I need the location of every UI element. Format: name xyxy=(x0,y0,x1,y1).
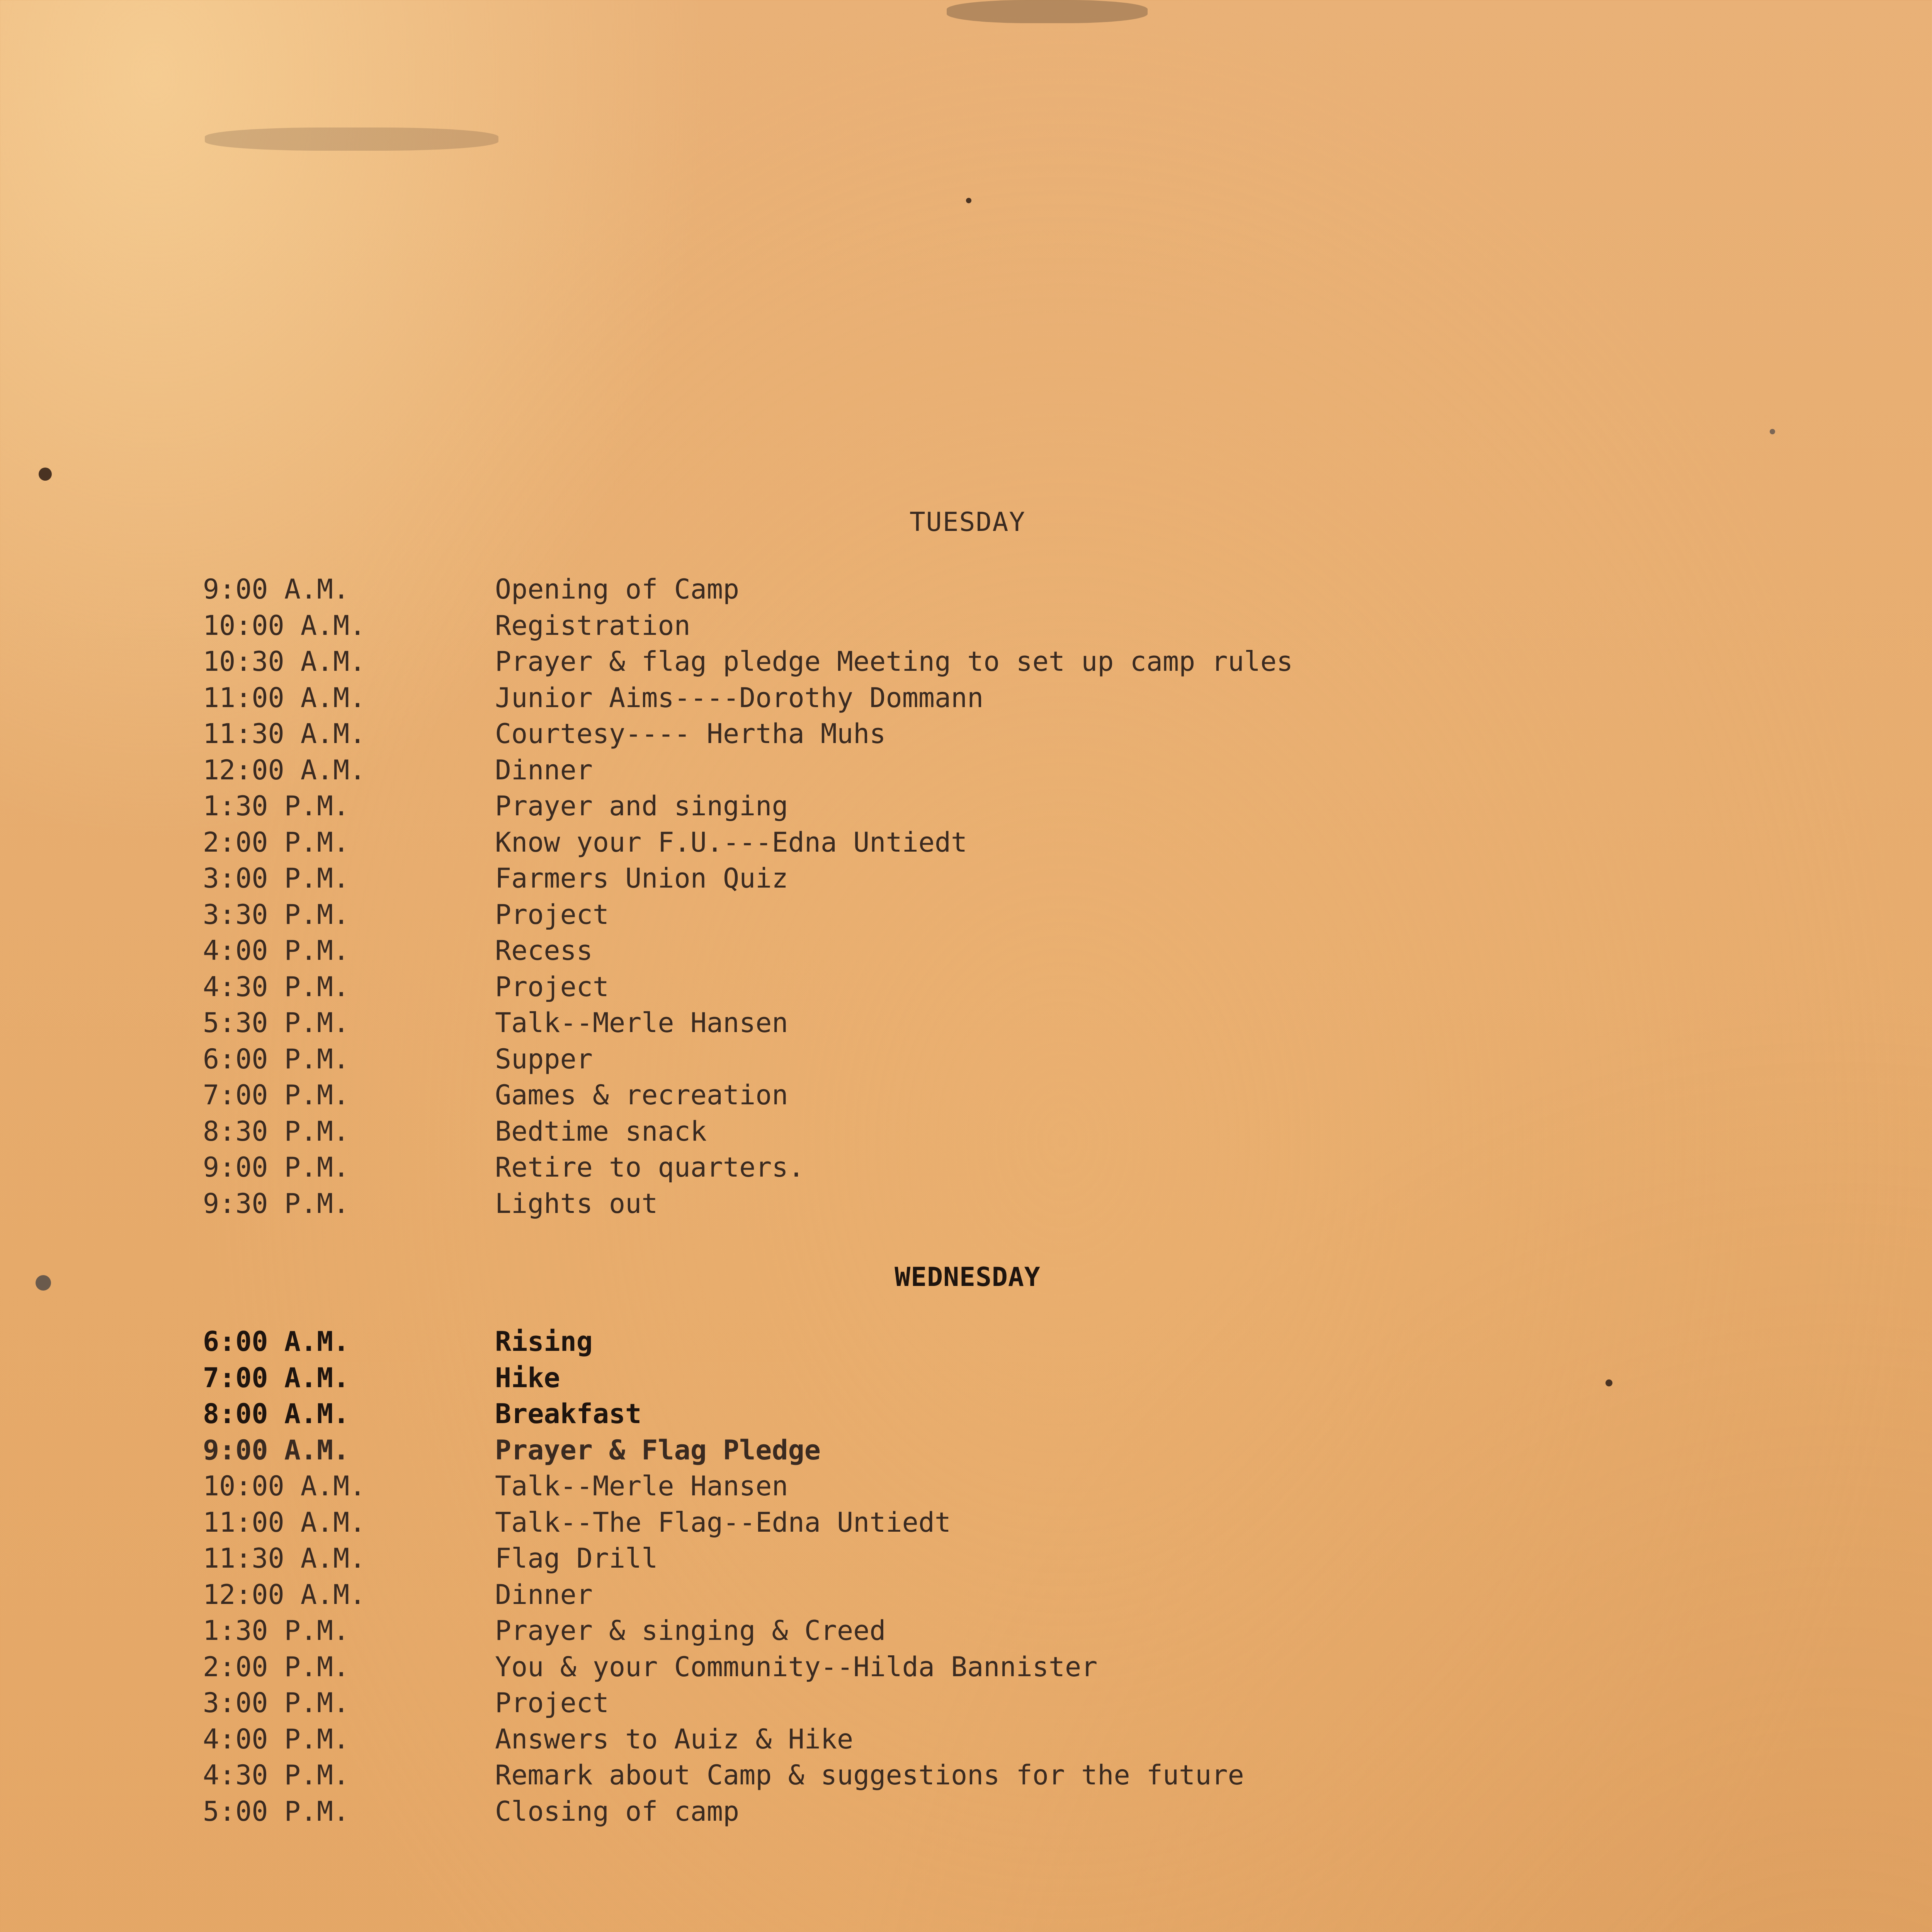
schedule-time: 9:00 P.M. xyxy=(203,1151,350,1183)
schedule-time: 7:00 A.M. xyxy=(203,1362,350,1394)
paper-speck xyxy=(1770,429,1775,434)
schedule-event: Breakfast xyxy=(495,1398,642,1430)
schedule-time: 5:00 P.M. xyxy=(203,1795,350,1827)
schedule-time: 9:30 P.M. xyxy=(203,1187,350,1219)
tuesday-schedule xyxy=(203,573,1555,1226)
schedule-event: Rising xyxy=(495,1326,593,1357)
schedule-time: 8:00 A.M. xyxy=(203,1398,350,1430)
schedule-event: Prayer & singing & Creed xyxy=(495,1615,886,1646)
top-edge-smudge xyxy=(947,0,1148,23)
schedule-event: Talk--The Flag--Edna Untiedt xyxy=(495,1506,951,1538)
schedule-event: Prayer & Flag Pledge xyxy=(495,1434,821,1466)
schedule-row xyxy=(203,1653,1555,1690)
schedule-event: Bedtime snack xyxy=(495,1115,707,1147)
schedule-row xyxy=(203,1328,1555,1364)
schedule-time: 2:00 P.M. xyxy=(203,826,350,858)
schedule-row xyxy=(203,1617,1555,1653)
schedule-time: 4:00 P.M. xyxy=(203,1723,350,1755)
schedule-time: 11:00 A.M. xyxy=(203,682,366,714)
schedule-time: 8:30 P.M. xyxy=(203,1115,350,1147)
schedule-time: 4:00 P.M. xyxy=(203,935,350,966)
schedule-time: 9:00 A.M. xyxy=(203,1434,350,1466)
schedule-row xyxy=(203,1759,1555,1798)
schedule-time: 10:30 A.M. xyxy=(203,646,366,677)
schedule-time: 6:00 P.M. xyxy=(203,1043,350,1075)
tuesday-heading: TUESDAY xyxy=(909,507,1026,537)
schedule-row xyxy=(203,1470,1555,1509)
schedule-event: Talk--Merle Hansen xyxy=(495,1470,788,1502)
schedule-time: 3:00 P.M. xyxy=(203,862,350,894)
schedule-event: Talk--Merle Hansen xyxy=(495,1007,788,1039)
schedule-row xyxy=(203,1506,1555,1545)
schedule-event: Project xyxy=(495,971,609,1003)
schedule-event: Lights out xyxy=(495,1187,658,1219)
top-smudge xyxy=(205,128,498,151)
schedule-time: 11:30 A.M. xyxy=(203,718,366,750)
schedule-row xyxy=(203,1689,1555,1726)
schedule-time: 3:00 P.M. xyxy=(203,1687,350,1719)
schedule-row xyxy=(203,790,1555,829)
schedule-event: Supper xyxy=(495,1043,593,1075)
schedule-time: 10:00 A.M. xyxy=(203,1470,366,1502)
schedule-event: Junior Aims----Dorothy Dommann xyxy=(495,682,984,714)
schedule-row xyxy=(203,1115,1555,1154)
schedule-event: Answers to Auiz & Hike xyxy=(495,1723,854,1755)
schedule-time: 5:30 P.M. xyxy=(203,1007,350,1039)
schedule-event: Know your F.U.---Edna Untiedt xyxy=(495,826,968,858)
schedule-event: Prayer & flag pledge Meeting to set up camp rules xyxy=(495,646,1293,677)
schedule-row xyxy=(203,684,1555,721)
schedule-row xyxy=(203,1400,1555,1437)
schedule-row xyxy=(203,937,1555,973)
schedule-event: Registration xyxy=(495,609,690,641)
schedule-event: Dinner xyxy=(495,754,593,786)
schedule-row xyxy=(203,1009,1555,1046)
schedule-row xyxy=(203,1151,1555,1190)
schedule-event: Project xyxy=(495,898,609,930)
schedule-row xyxy=(203,1578,1555,1617)
schedule-row xyxy=(203,1043,1555,1082)
schedule-row xyxy=(203,1434,1555,1473)
schedule-time: 12:00 A.M. xyxy=(203,1578,366,1611)
schedule-event: You & your Community--Hilda Bannister xyxy=(495,1651,1098,1683)
schedule-event: Recess xyxy=(495,935,593,966)
schedule-event: Remark about Camp & suggestions for the future xyxy=(495,1759,1244,1791)
schedule-event: Retire to quarters. xyxy=(495,1151,804,1183)
schedule-time: 12:00 A.M. xyxy=(203,754,366,786)
wednesday-heading: WEDNESDAY xyxy=(895,1262,1041,1293)
schedule-row xyxy=(203,1079,1555,1118)
schedule-time: 9:00 A.M. xyxy=(203,573,350,605)
schedule-row xyxy=(203,573,1555,612)
schedule-time: 1:30 P.M. xyxy=(203,1615,350,1646)
schedule-row xyxy=(203,898,1555,937)
schedule-row xyxy=(203,754,1555,793)
schedule-event: Courtesy---- Hertha Muhs xyxy=(495,718,886,750)
schedule-time: 10:00 A.M. xyxy=(203,609,366,641)
schedule-time: 4:30 P.M. xyxy=(203,971,350,1003)
schedule-event: Closing of camp xyxy=(495,1795,740,1827)
schedule-event: Hike xyxy=(495,1362,560,1394)
schedule-time: 7:00 P.M. xyxy=(203,1079,350,1111)
schedule-row xyxy=(203,1545,1555,1581)
paper-speck xyxy=(966,198,971,203)
schedule-event: Dinner xyxy=(495,1578,593,1611)
schedule-row xyxy=(203,609,1555,648)
schedule-event: Project xyxy=(495,1687,609,1719)
schedule-row xyxy=(203,1723,1555,1762)
paper-speck xyxy=(1605,1379,1612,1386)
schedule-event: Opening of Camp xyxy=(495,573,740,605)
schedule-row xyxy=(203,862,1555,901)
schedule-time: 6:00 A.M. xyxy=(203,1326,350,1357)
schedule-row xyxy=(203,1795,1555,1834)
schedule-row xyxy=(203,1364,1555,1401)
paper-speck xyxy=(39,468,52,481)
schedule-time: 11:30 A.M. xyxy=(203,1543,366,1574)
schedule-event: Flag Drill xyxy=(495,1543,658,1574)
schedule-event: Games & recreation xyxy=(495,1079,788,1111)
schedule-row xyxy=(203,973,1555,1010)
schedule-time: 2:00 P.M. xyxy=(203,1651,350,1683)
schedule-row xyxy=(203,1187,1555,1226)
schedule-time: 11:00 A.M. xyxy=(203,1506,366,1538)
wednesday-schedule xyxy=(203,1328,1555,1834)
schedule-row xyxy=(203,648,1555,684)
schedule-event: Prayer and singing xyxy=(495,790,788,822)
schedule-time: 3:30 P.M. xyxy=(203,898,350,930)
schedule-event: Farmers Union Quiz xyxy=(495,862,788,894)
schedule-time: 1:30 P.M. xyxy=(203,790,350,822)
schedule-time: 4:30 P.M. xyxy=(203,1759,350,1791)
schedule-row xyxy=(203,720,1555,757)
schedule-row xyxy=(203,826,1555,865)
